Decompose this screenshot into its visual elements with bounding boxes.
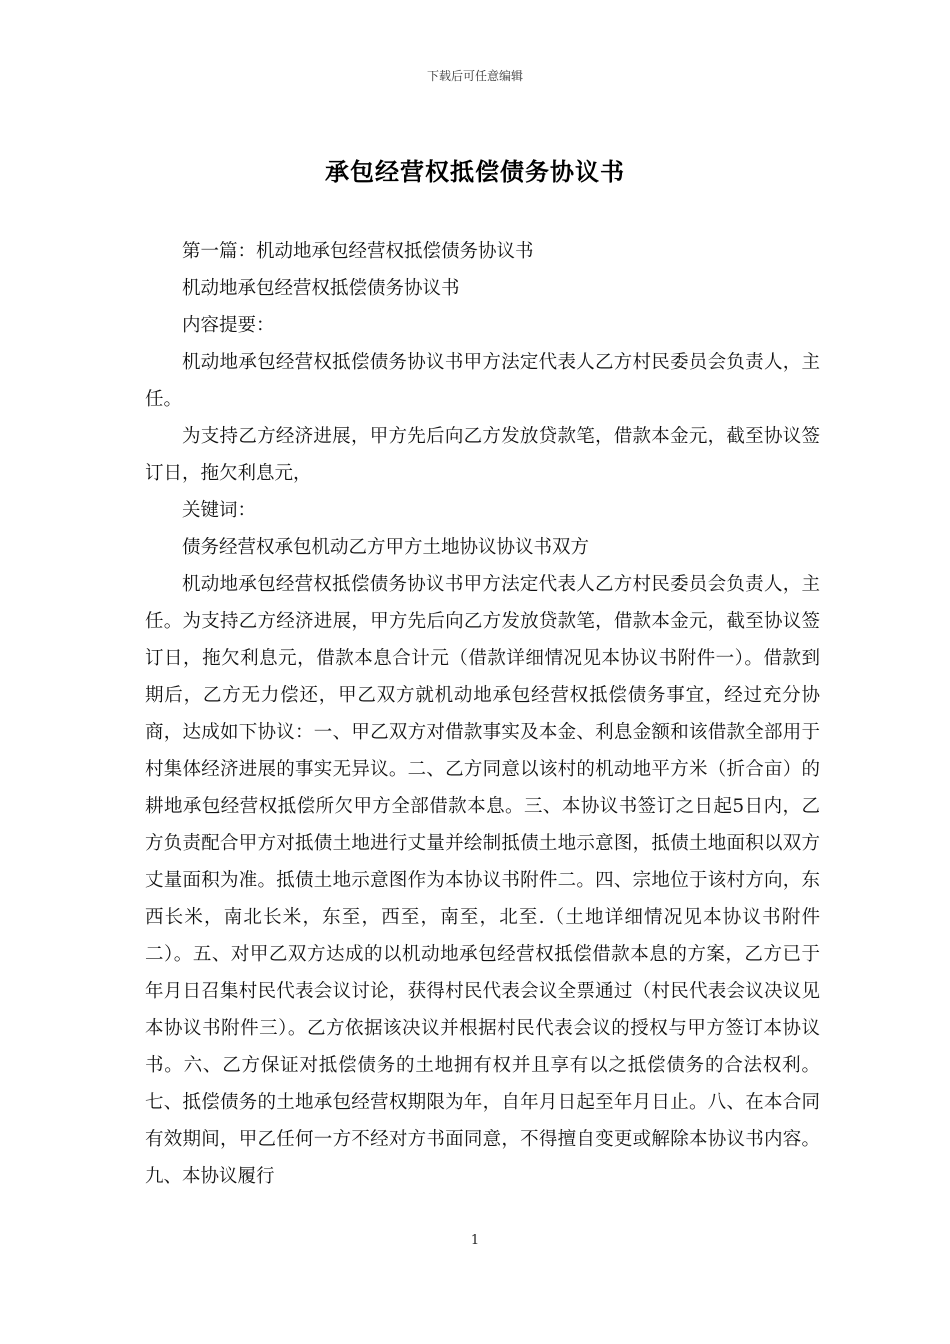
page-number: 1 xyxy=(470,1233,480,1248)
paragraph: 机动地承包经营权抵偿债务协议书甲方法定代表人乙方村民委员会负责人，主任。 xyxy=(145,352,820,410)
paragraph: 关键词： xyxy=(182,500,257,521)
paragraph: 机动地承包经营权抵偿债务协议书甲方法定代表人乙方村民委员会负责人，主任。为支持乙方经济进展，甲方先后向乙方发放贷款笔，借款本金元，截至协议签订日，拖欠利息元，借款本息合计元（借款详细情况见本协议书附件一）。借款到期后，乙方无力偿还，甲乙双方就机动地承包经营权抵偿债务事宜，经过充分协商，达成如下协议：一、甲乙双方对借款事实及本金、利息金额和该借款全部用于村集体经济进展的事实无异议。二、乙方同意以该村的机动地平方米（折合亩）的耕地承包经营权抵偿所欠甲方全部借款本息。三、本协议书签订之日起5日内，乙方负责配合甲方对抵债土地进行丈量并绘制抵债土地示意图，抵债土地面积以双方丈量面积为准。抵债土地示意图作为本协议书附件二。四、宗地位于该村方向，东西长米，南北长米，东至，西至，南至，北至.（土地详细情况见本协议书附件二）。五、对甲乙双方达成的以机动地承包经营权抵偿借款本息的方案，乙方已于年月日召集村民代表会议讨论，获得村民代表会议全票通过（村民代表会议决议见本协议书附件三）。乙方依据该决议并根据村民代表会议的授权与甲方签订本协议书。六、乙方保证对抵偿债务的土地拥有权并且享有以之抵偿债务的合法权利。七、抵偿债务的土地承包经营权期限为年，自年月日起至年月日止。八、在本合同有效期间，甲乙任何一方不经对方书面同意，不得擅自变更或解除本协议书内容。九、本协议履行 xyxy=(145,574,820,1187)
paragraph: 债务经营权承包机动乙方甲方土地协议协议书双方 xyxy=(182,537,590,558)
paragraph: 第一篇：机动地承包经营权抵偿债务协议书 xyxy=(182,241,534,262)
document-title: 承包经营权抵偿债务协议书 xyxy=(325,157,625,186)
paragraph: 为支持乙方经济进展，甲方先后向乙方发放贷款笔，借款本金元，截至协议签订日，拖欠利息元， xyxy=(145,426,820,484)
header-note: 下载后可任意编辑 xyxy=(426,69,523,83)
document-body xyxy=(145,233,820,1195)
paragraph: 机动地承包经营权抵偿债务协议书 xyxy=(182,278,460,299)
paragraph: 内容提要： xyxy=(182,315,275,336)
